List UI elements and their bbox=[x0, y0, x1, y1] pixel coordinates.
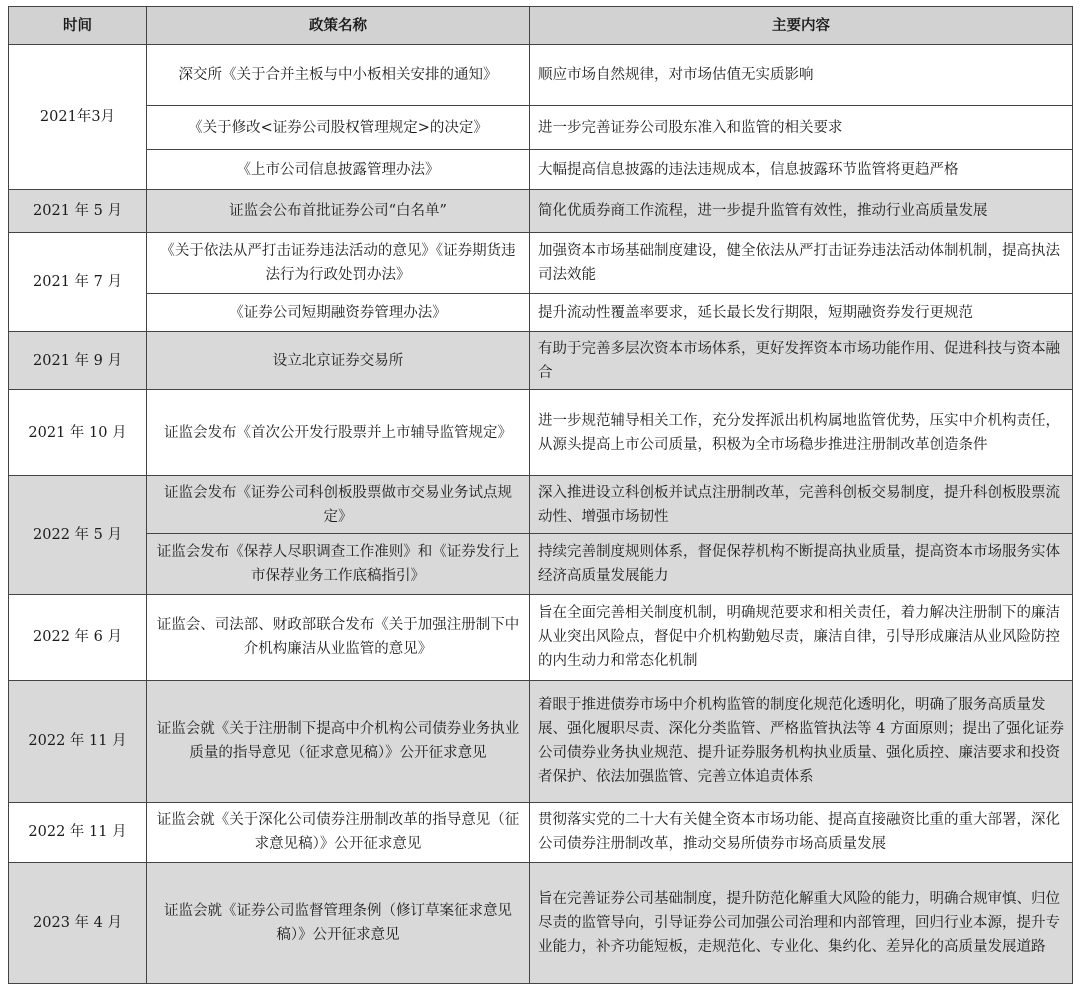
header-time: 时间 bbox=[9, 7, 147, 45]
table-row bbox=[9, 862, 1073, 983]
content-cell: 旨在完善证券公司基础制度，提升防范化解重大风险的能力，明确合规审慎、归位尽责的监管导向，引导证券公司加强公司治理和内部管理，回归行业本源，提升专业能力，补齐功能短板，走规范化、专业化、集约化、差异化的高质量发展道路 bbox=[530, 862, 1073, 983]
time-cell: 2021 年 10 月 bbox=[9, 390, 147, 476]
table-row bbox=[9, 534, 1073, 594]
time-cell: 2021 年 5 月 bbox=[9, 190, 147, 233]
time-cell: 2022 年 11 月 bbox=[9, 802, 147, 862]
table-row bbox=[9, 476, 1073, 534]
header-policy-name: 政策名称 bbox=[147, 7, 530, 45]
header-main-content: 主要内容 bbox=[530, 7, 1073, 45]
table-row bbox=[9, 594, 1073, 680]
table-row bbox=[9, 45, 1073, 106]
policy-name-cell: 《上市公司信息披露管理办法》 bbox=[147, 150, 530, 190]
table-row bbox=[9, 390, 1073, 476]
time-cell: 2021 年 9 月 bbox=[9, 332, 147, 390]
content-cell: 简化优质券商工作流程，进一步提升监管有效性，推动行业高质量发展 bbox=[530, 190, 1073, 233]
table-row bbox=[9, 680, 1073, 802]
content-cell: 加强资本市场基础制度建设，健全依法从严打击证券违法活动体制机制，提高执法司法效能 bbox=[530, 233, 1073, 294]
content-cell: 贯彻落实党的二十大有关健全资本市场功能、提高直接融资比重的重大部署，深化公司债券注册制改革，推动交易所债券市场高质量发展 bbox=[530, 802, 1073, 862]
time-cell: 2023 年 4 月 bbox=[9, 862, 147, 983]
time-cell: 2021 年 7 月 bbox=[9, 233, 147, 332]
table-row bbox=[9, 190, 1073, 233]
policy-name-cell: 证监会发布《首次公开发行股票并上市辅导监管规定》 bbox=[147, 390, 530, 476]
policy-name-cell: 证监会就《关于深化公司债券注册制改革的指导意见（征求意见稿）》公开征求意见 bbox=[147, 802, 530, 862]
time-cell: 2022 年 5 月 bbox=[9, 476, 147, 594]
table-row bbox=[9, 233, 1073, 294]
content-cell: 旨在全面完善相关制度机制，明确规范要求和相关责任，着力解决注册制下的廉洁从业突出风险点，督促中介机构勤勉尽责，廉洁自律，引导形成廉洁从业风险防控的内生动力和常态化机制 bbox=[530, 594, 1073, 680]
content-cell: 持续完善制度规则体系，督促保荐机构不断提高执业质量，提高资本市场服务实体经济高质量发展能力 bbox=[530, 534, 1073, 594]
content-cell: 深入推进设立科创板并试点注册制改革，完善科创板交易制度，提升科创板股票流动性、增强市场韧性 bbox=[530, 476, 1073, 534]
time-cell: 2022 年 11 月 bbox=[9, 680, 147, 802]
policy-name-cell: 证监会就《证券公司监督管理条例（修订草案征求意见稿）》公开征求意见 bbox=[147, 862, 530, 983]
policy-name-cell: 《证券公司短期融资券管理办法》 bbox=[147, 294, 530, 332]
content-cell: 顺应市场自然规律，对市场估值无实质影响 bbox=[530, 45, 1073, 106]
table-row bbox=[9, 150, 1073, 190]
content-cell: 进一步完善证券公司股东准入和监管的相关要求 bbox=[530, 106, 1073, 150]
policy-name-cell: 证监会公布首批证券公司“白名单” bbox=[147, 190, 530, 233]
policy-name-cell: 《关于修改<证券公司股权管理规定>的决定》 bbox=[147, 106, 530, 150]
table-row bbox=[9, 294, 1073, 332]
policy-name-cell: 证监会、司法部、财政部联合发布《关于加强注册制下中介机构廉洁从业监管的意见》 bbox=[147, 594, 530, 680]
policy-name-cell: 深交所《关于合并主板与中小板相关安排的通知》 bbox=[147, 45, 530, 106]
policy-name-cell: 《关于依法从严打击证券违法活动的意见》《证券期货违法行为行政处罚办法》 bbox=[147, 233, 530, 294]
table-row bbox=[9, 332, 1073, 390]
policy-name-cell: 设立北京证券交易所 bbox=[147, 332, 530, 390]
content-cell: 有助于完善多层次资本市场体系，更好发挥资本市场功能作用、促进科技与资本融合 bbox=[530, 332, 1073, 390]
table-row bbox=[9, 802, 1073, 862]
content-cell: 提升流动性覆盖率要求，延长最长发行期限，短期融资券发行更规范 bbox=[530, 294, 1073, 332]
header-row bbox=[9, 7, 1073, 45]
content-cell: 大幅提高信息披露的违法违规成本，信息披露环节监管将更趋严格 bbox=[530, 150, 1073, 190]
content-cell: 进一步规范辅导相关工作，充分发挥派出机构属地监管优势，压实中介机构责任，从源头提高上市公司质量，积极为全市场稳步推进注册制改革创造条件 bbox=[530, 390, 1073, 476]
table-row bbox=[9, 106, 1073, 150]
policy-name-cell: 证监会发布《证券公司科创板股票做市交易业务试点规定》 bbox=[147, 476, 530, 534]
policy-name-cell: 证监会就《关于注册制下提高中介机构公司债券业务执业质量的指导意见（征求意见稿）》公开征求意见 bbox=[147, 680, 530, 802]
time-cell: 2022 年 6 月 bbox=[9, 594, 147, 680]
policy-table bbox=[8, 6, 1073, 984]
time-cell: 2021年3月 bbox=[9, 45, 147, 190]
policy-name-cell: 证监会发布《保荐人尽职调查工作准则》和《证券发行上市保荐业务工作底稿指引》 bbox=[147, 534, 530, 594]
content-cell: 着眼于推进债券市场中介机构监管的制度化规范化透明化，明确了服务高质量发展、强化履职尽责、深化分类监管、严格监管执法等 4 方面原则；提出了强化证券公司债券业务执业规范、提升证券服务机构执业质量、强化质控、廉洁要求和投资者保护、依法加强监管、完善立体追责体系 bbox=[530, 680, 1073, 802]
